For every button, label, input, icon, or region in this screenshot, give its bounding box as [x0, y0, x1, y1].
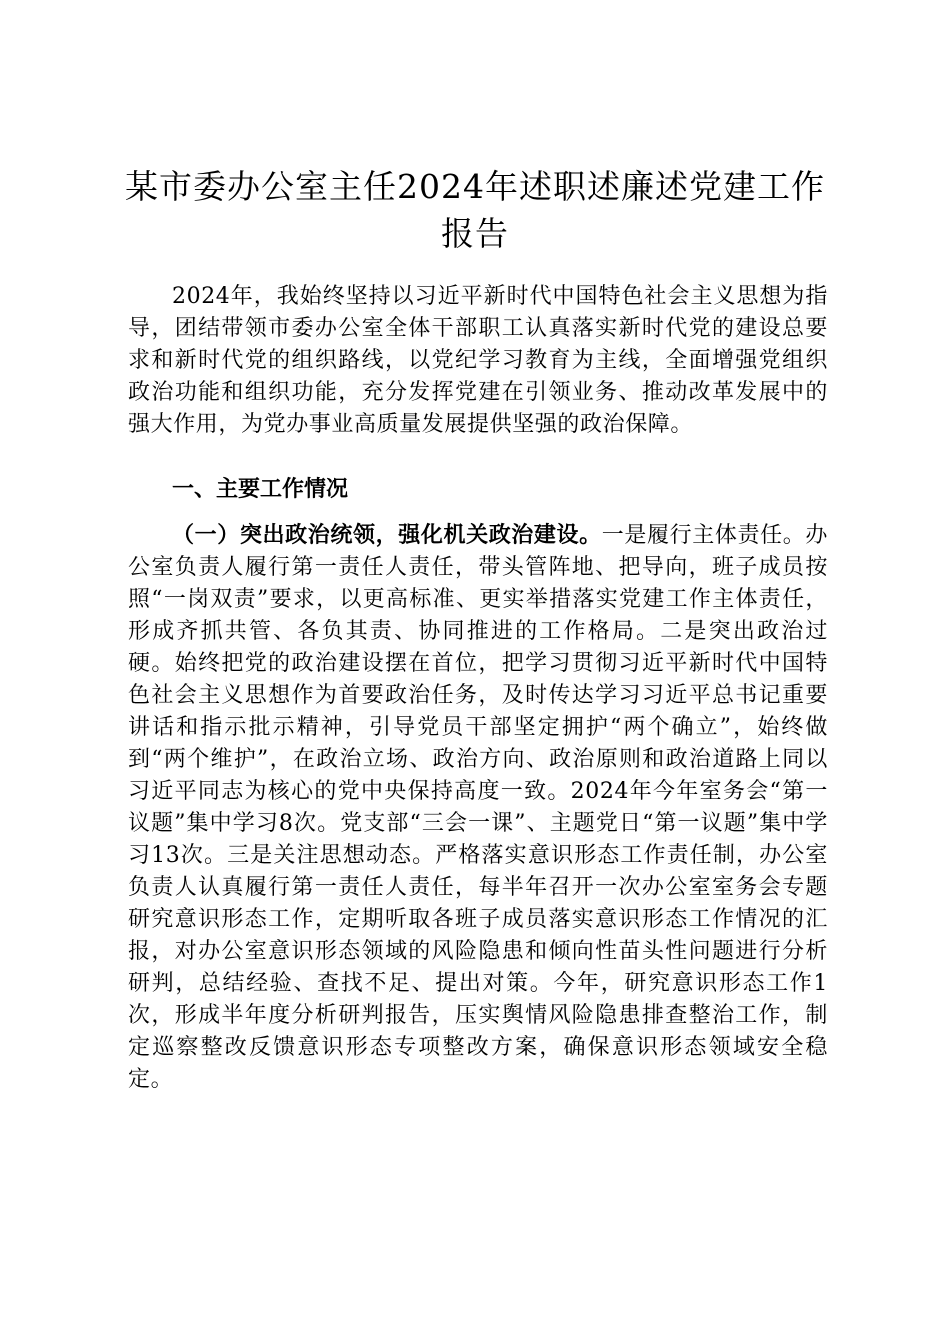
intro-paragraph: 2024年，我始终坚持以习近平新时代中国特色社会主义思想为指导，团结带领市委办公室全体干部职工认真落实新时代党的建设总要求和新时代党的组织路线，以党纪学习教育为主线，全面增强党组织政治功能和组织功能，充分发挥党建在引领业务、推动改革发展中的强大作用，为党办事业高质量发展提供坚强的政治保障。: [128, 284, 828, 437]
document-title: 某市委办公室主任2024年述职述廉述党建工作报告: [125, 167, 825, 253]
paragraph-body: 一是履行主体责任。办公室负责人履行第一责任人责任，带头管阵地、把导向，班子成员按照“一岗双责”要求，以更高标准、更实举措落实党建工作主体责任，形成齐抓共管、各负其责、协同推进的工作格局。二是突出政治过硬。始终把党的政治建设摆在首位，把学习贯彻习近平新时代中国特色社会主义思想作为首要政治任务，及时传达学习习近平总书记重要讲话和指示批示精神，引导党员干部坚定拥护“两个确立”，始终做到“两个维护”，在政治立场、政治方向、政治原则和政治道路上同以习近平同志为核心的党中央保持高度一致。2024年今年室务会“第一议题”集中学习8次。党支部“三会一课”、主题党日“第一议题”集中学习13次。三是关注思想动态。严格落实意识形态工作责任制，办公室负责人认真履行第一责任人责任，每半年召开一次办公室室务会专题研究意识形态工作，定期听取各班子成员落实意识形态工作情况的汇报，对办公室意识形态领域的风险隐患和倾向性苗头性问题进行分析研判，总结经验、查找不足、提出对策。今年，研究意识形态工作1次，形成半年度分析研判报告，压实舆情风险隐患排查整治工作，制定巡察整改反馈意识形态专项整改方案，确保意识形态领域安全稳定。: [128, 523, 828, 1092]
section-heading: 一、主要工作情况: [172, 477, 349, 502]
section-paragraph: [128, 520, 828, 1096]
paragraph-lead: （一）突出政治统领，强化机关政治建设。: [172, 523, 602, 548]
